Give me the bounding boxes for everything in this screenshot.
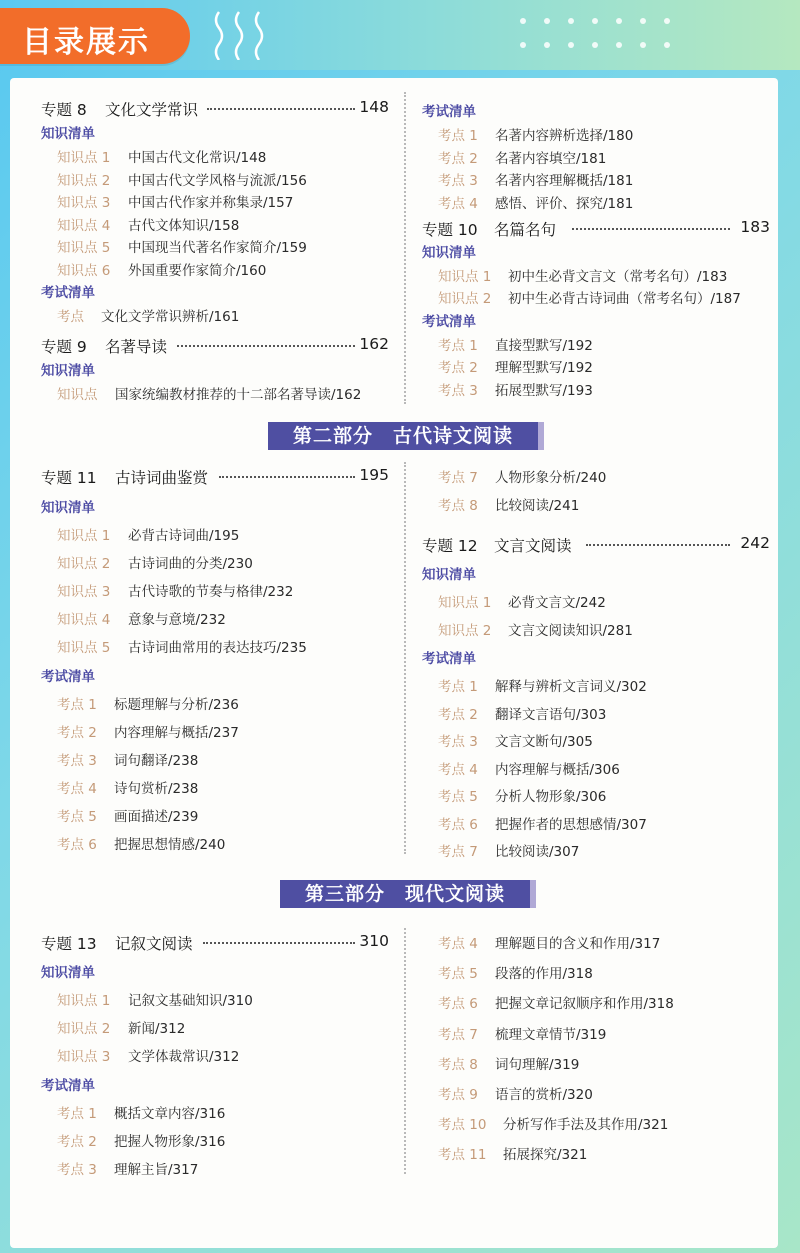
item-text: 分析人物形象/306 bbox=[495, 789, 607, 805]
topic-13[interactable] bbox=[41, 932, 389, 954]
list-item[interactable] bbox=[422, 962, 770, 992]
leader-dots bbox=[207, 108, 355, 110]
list-item[interactable] bbox=[422, 287, 770, 310]
list-item[interactable] bbox=[41, 1045, 389, 1073]
item-text: 记叙文基础知识/310 bbox=[128, 993, 253, 1009]
item-text: 概括文章内容/316 bbox=[114, 1106, 226, 1122]
item-text: 中国古代作家并称集录/157 bbox=[128, 195, 294, 211]
item-text: 文言文阅读知识/281 bbox=[508, 623, 633, 639]
item-text: 解释与辨析文言词义/302 bbox=[495, 679, 647, 695]
topic-8[interactable] bbox=[41, 98, 389, 120]
item-label: 考点 4 bbox=[57, 781, 97, 797]
item-label: 考点 bbox=[57, 309, 84, 325]
topic-10[interactable] bbox=[422, 218, 770, 240]
item-text: 翻译文言语句/303 bbox=[495, 706, 607, 723]
page-number: 310 bbox=[359, 932, 389, 950]
leader-dots bbox=[219, 476, 355, 478]
item-label: 考点 3 bbox=[57, 753, 97, 769]
item-label: 考点 9 bbox=[438, 1086, 478, 1103]
item-text: 把握文章记叙顺序和作用/318 bbox=[495, 996, 674, 1013]
item-text: 分析写作手法及其作用/321 bbox=[503, 1117, 669, 1134]
topic-number: 专题 8 bbox=[41, 101, 87, 119]
item-text: 直接型默写/192 bbox=[495, 337, 593, 354]
list-item[interactable] bbox=[41, 1102, 389, 1130]
item-label: 考点 5 bbox=[57, 809, 97, 825]
list-item[interactable] bbox=[41, 1017, 389, 1045]
item-label: 考点 2 bbox=[438, 706, 478, 723]
item-label: 考点 4 bbox=[438, 195, 478, 212]
item-label: 知识点 6 bbox=[57, 262, 111, 279]
item-text: 拓展型默写/193 bbox=[495, 382, 593, 399]
item-label: 知识点 4 bbox=[57, 217, 111, 234]
item-label: 知识点 5 bbox=[57, 240, 111, 256]
page-number: 162 bbox=[359, 335, 389, 353]
item-label: 考点 2 bbox=[438, 360, 478, 376]
section-banner-part3: 第三部分 现代文阅读 bbox=[280, 880, 536, 908]
list-item[interactable] bbox=[422, 356, 770, 379]
list-item[interactable] bbox=[41, 608, 389, 636]
item-text: 必背文言文/242 bbox=[508, 595, 606, 611]
block2-right-column bbox=[422, 466, 770, 868]
item-text: 词句理解/319 bbox=[495, 1056, 580, 1073]
list-item[interactable] bbox=[422, 169, 770, 192]
item-text: 文学体裁常识/312 bbox=[128, 1049, 240, 1065]
list-item[interactable] bbox=[41, 989, 389, 1017]
page-number: 242 bbox=[740, 534, 770, 552]
list-item[interactable] bbox=[422, 494, 770, 534]
block3-right-column bbox=[422, 932, 770, 1174]
item-label: 知识点 1 bbox=[57, 150, 111, 166]
item-text: 中国古代文学风格与流派/156 bbox=[128, 172, 307, 189]
block1-right-column bbox=[422, 100, 770, 401]
list-item[interactable] bbox=[41, 636, 389, 664]
item-text: 诗句赏析/238 bbox=[114, 781, 199, 797]
item-text: 感悟、评价、探究/181 bbox=[495, 195, 634, 212]
item-label: 考点 6 bbox=[57, 837, 97, 853]
item-text: 内容理解与概括/306 bbox=[495, 761, 620, 778]
item-text: 初中生必背古诗词曲（常考名句）/187 bbox=[508, 291, 741, 307]
list-item[interactable] bbox=[41, 146, 389, 169]
item-label: 考点 2 bbox=[57, 1134, 97, 1150]
exam-list-heading: 考试清单 bbox=[41, 1078, 95, 1094]
list-item[interactable] bbox=[41, 383, 389, 405]
list-item[interactable] bbox=[41, 805, 389, 833]
item-text: 初中生必背文言文（常考名句）/183 bbox=[508, 268, 728, 285]
item-text: 中国现当代著名作家简介/159 bbox=[128, 240, 307, 256]
column-divider bbox=[404, 92, 406, 404]
item-label: 知识点 2 bbox=[57, 556, 111, 572]
item-text: 语言的赏析/320 bbox=[495, 1086, 593, 1103]
item-label: 考点 5 bbox=[438, 966, 478, 983]
item-label: 知识点 2 bbox=[57, 1021, 111, 1037]
list-item[interactable] bbox=[422, 758, 770, 786]
item-label: 知识点 1 bbox=[57, 528, 111, 544]
list-item[interactable] bbox=[41, 580, 389, 608]
block1-left-column bbox=[41, 98, 389, 405]
item-text: 比较阅读/241 bbox=[495, 498, 580, 514]
item-text: 比较阅读/307 bbox=[495, 844, 580, 860]
item-label: 考点 7 bbox=[438, 1026, 478, 1043]
item-text: 理解主旨/317 bbox=[114, 1162, 199, 1178]
knowledge-list-heading: 知识清单 bbox=[41, 126, 95, 142]
item-label: 知识点 2 bbox=[438, 623, 492, 639]
knowledge-list-heading: 知识清单 bbox=[422, 244, 476, 261]
item-text: 名著内容理解概括/181 bbox=[495, 173, 634, 189]
list-item[interactable] bbox=[41, 693, 389, 721]
item-label: 考点 1 bbox=[438, 128, 478, 144]
item-text: 画面描述/239 bbox=[114, 809, 199, 825]
list-item[interactable] bbox=[422, 1083, 770, 1113]
exam-list-heading: 考试清单 bbox=[422, 651, 476, 667]
list-item[interactable] bbox=[422, 1023, 770, 1053]
list-item[interactable] bbox=[41, 1158, 389, 1186]
list-item[interactable] bbox=[41, 552, 389, 580]
topic-name: 名篇名句 bbox=[494, 220, 557, 239]
list-item[interactable] bbox=[422, 379, 770, 402]
item-label: 考点 3 bbox=[438, 173, 478, 189]
list-item[interactable] bbox=[41, 721, 389, 749]
topic-number: 专题 12 bbox=[422, 537, 478, 555]
item-text: 古代诗歌的节奏与格律/232 bbox=[128, 584, 294, 600]
item-label: 考点 4 bbox=[438, 936, 478, 952]
list-item[interactable] bbox=[422, 730, 770, 758]
list-item[interactable] bbox=[41, 191, 389, 214]
list-item[interactable] bbox=[422, 466, 770, 494]
list-item[interactable] bbox=[41, 749, 389, 777]
item-label: 知识点 3 bbox=[57, 195, 111, 211]
list-item[interactable] bbox=[422, 1143, 770, 1173]
item-label: 考点 8 bbox=[438, 1056, 478, 1073]
topic-number: 专题 10 bbox=[422, 220, 478, 239]
wave-decoration-icon bbox=[252, 10, 266, 60]
item-label: 知识点 1 bbox=[438, 595, 492, 611]
page-number: 195 bbox=[359, 466, 389, 484]
list-item[interactable] bbox=[422, 619, 770, 647]
item-text: 名著内容填空/181 bbox=[495, 150, 607, 167]
item-text: 外国重要作家简介/160 bbox=[128, 262, 267, 279]
item-label: 考点 1 bbox=[57, 697, 97, 713]
item-text: 名著内容辨析选择/180 bbox=[495, 128, 634, 144]
item-text: 中国古代文化常识/148 bbox=[128, 150, 267, 166]
item-text: 把握思想情感/240 bbox=[114, 837, 226, 853]
block3-left-column bbox=[41, 932, 389, 1186]
knowledge-list-heading: 知识清单 bbox=[41, 500, 95, 516]
dot-grid-decoration bbox=[520, 18, 720, 58]
item-label: 知识点 1 bbox=[57, 993, 111, 1009]
item-label: 考点 1 bbox=[438, 337, 478, 354]
list-item[interactable] bbox=[41, 524, 389, 552]
item-text: 梳理文章情节/319 bbox=[495, 1026, 607, 1043]
topic-11[interactable] bbox=[41, 466, 389, 488]
list-item[interactable] bbox=[41, 236, 389, 259]
title-badge bbox=[0, 8, 190, 64]
topic-number: 专题 9 bbox=[41, 338, 87, 356]
list-item[interactable] bbox=[422, 813, 770, 841]
item-text: 国家统编教材推荐的十二部名著导读/162 bbox=[115, 387, 362, 403]
exam-list-heading: 考试清单 bbox=[41, 669, 95, 685]
list-item[interactable] bbox=[422, 932, 770, 962]
column-divider bbox=[404, 462, 406, 854]
leader-dots bbox=[586, 544, 730, 546]
list-item[interactable] bbox=[422, 840, 770, 868]
topic-number: 专题 13 bbox=[41, 935, 97, 953]
item-label: 考点 10 bbox=[438, 1117, 487, 1134]
item-label: 考点 2 bbox=[438, 150, 478, 167]
item-text: 拓展探究/321 bbox=[503, 1147, 588, 1164]
item-label: 考点 7 bbox=[438, 470, 478, 486]
item-text: 词句翻译/238 bbox=[114, 753, 199, 769]
list-item[interactable] bbox=[422, 124, 770, 147]
list-item[interactable] bbox=[422, 334, 770, 357]
leader-dots bbox=[572, 228, 730, 230]
wave-decoration-icon bbox=[232, 10, 246, 60]
item-text: 古诗词曲的分类/230 bbox=[128, 556, 253, 572]
item-text: 人物形象分析/240 bbox=[495, 470, 607, 486]
list-item[interactable] bbox=[41, 777, 389, 805]
leader-dots bbox=[177, 345, 355, 347]
item-label: 考点 1 bbox=[57, 1106, 97, 1122]
wave-decoration-icon bbox=[212, 10, 226, 60]
item-label: 考点 1 bbox=[438, 679, 478, 695]
item-label: 知识点 bbox=[57, 387, 98, 403]
item-text: 标题理解与分析/236 bbox=[114, 697, 239, 713]
list-item[interactable] bbox=[41, 259, 389, 282]
topic-name: 古诗词曲鉴赏 bbox=[115, 469, 209, 487]
exam-list-heading: 考试清单 bbox=[422, 313, 476, 330]
topic-12[interactable] bbox=[422, 534, 770, 556]
leader-dots bbox=[203, 942, 355, 944]
item-text: 新闻/312 bbox=[128, 1021, 186, 1037]
item-label: 考点 7 bbox=[438, 844, 478, 860]
knowledge-list-heading: 知识清单 bbox=[41, 363, 95, 379]
page-number: 183 bbox=[740, 217, 770, 236]
topic-number: 专题 11 bbox=[41, 469, 97, 487]
list-item[interactable] bbox=[422, 703, 770, 731]
topic-name: 记叙文阅读 bbox=[115, 935, 193, 953]
list-item[interactable] bbox=[422, 675, 770, 703]
item-text: 文言文断句/305 bbox=[495, 734, 593, 750]
topic-name: 名著导读 bbox=[105, 338, 168, 356]
item-label: 知识点 5 bbox=[57, 640, 111, 656]
item-label: 知识点 2 bbox=[57, 172, 111, 189]
list-item[interactable] bbox=[422, 785, 770, 813]
item-text: 文化文学常识辨析/161 bbox=[101, 309, 240, 325]
page-title: 目录展示 bbox=[22, 25, 150, 60]
section-banner-part2: 第二部分 古代诗文阅读 bbox=[268, 422, 544, 450]
topic-name: 文言文阅读 bbox=[494, 537, 572, 555]
item-label: 考点 3 bbox=[438, 382, 478, 399]
exam-list-heading: 考试清单 bbox=[422, 104, 476, 120]
item-text: 古代文体知识/158 bbox=[128, 217, 240, 234]
item-label: 知识点 4 bbox=[57, 612, 111, 628]
item-label: 考点 8 bbox=[438, 498, 478, 514]
topic-name: 文化文学常识 bbox=[105, 101, 199, 119]
list-item[interactable] bbox=[422, 265, 770, 288]
knowledge-list-heading: 知识清单 bbox=[422, 567, 476, 583]
item-label: 考点 3 bbox=[438, 734, 478, 750]
list-item[interactable] bbox=[41, 833, 389, 861]
list-item[interactable] bbox=[41, 169, 389, 192]
list-item[interactable] bbox=[422, 147, 770, 170]
list-item[interactable] bbox=[41, 305, 389, 335]
list-item[interactable] bbox=[422, 192, 770, 218]
item-label: 知识点 2 bbox=[438, 291, 492, 307]
list-item[interactable] bbox=[422, 1053, 770, 1083]
column-divider bbox=[404, 928, 406, 1174]
exam-list-heading: 考试清单 bbox=[41, 285, 95, 301]
list-item[interactable] bbox=[422, 1113, 770, 1143]
item-label: 考点 11 bbox=[438, 1147, 487, 1164]
knowledge-list-heading: 知识清单 bbox=[41, 965, 95, 981]
item-label: 知识点 3 bbox=[57, 584, 111, 600]
list-item[interactable] bbox=[422, 992, 770, 1022]
item-text: 把握作者的思想感情/307 bbox=[495, 816, 647, 833]
item-text: 理解型默写/192 bbox=[495, 360, 593, 376]
list-item[interactable] bbox=[41, 1130, 389, 1158]
item-text: 意象与意境/232 bbox=[128, 612, 226, 628]
item-text: 古诗词曲常用的表达技巧/235 bbox=[128, 640, 307, 656]
item-text: 把握人物形象/316 bbox=[114, 1134, 226, 1150]
item-label: 知识点 3 bbox=[57, 1049, 111, 1065]
block2-left-column bbox=[41, 466, 389, 861]
item-label: 考点 5 bbox=[438, 789, 478, 805]
item-label: 考点 6 bbox=[438, 996, 478, 1013]
page-number: 148 bbox=[359, 98, 389, 116]
topic-9[interactable] bbox=[41, 335, 389, 357]
item-text: 段落的作用/318 bbox=[495, 966, 593, 983]
item-text: 理解题目的含义和作用/317 bbox=[495, 936, 661, 952]
item-label: 考点 2 bbox=[57, 725, 97, 741]
item-text: 必背古诗词曲/195 bbox=[128, 528, 240, 544]
item-label: 考点 3 bbox=[57, 1162, 97, 1178]
item-label: 考点 6 bbox=[438, 816, 478, 833]
item-label: 考点 4 bbox=[438, 761, 478, 778]
item-text: 内容理解与概括/237 bbox=[114, 725, 239, 741]
list-item[interactable] bbox=[422, 591, 770, 619]
item-label: 知识点 1 bbox=[438, 268, 492, 285]
list-item[interactable] bbox=[41, 214, 389, 237]
